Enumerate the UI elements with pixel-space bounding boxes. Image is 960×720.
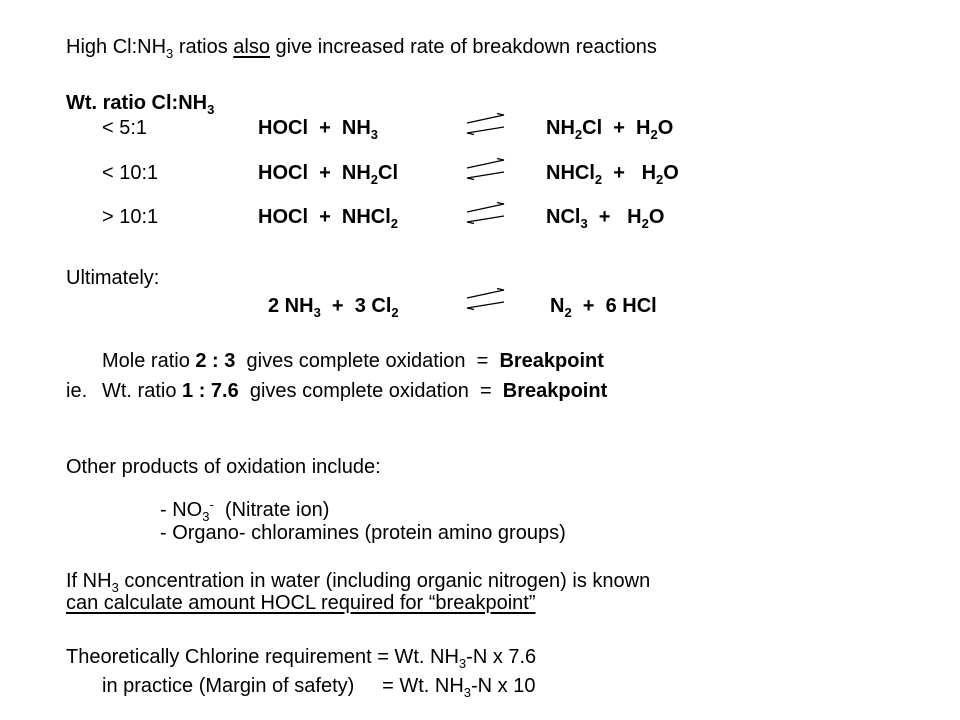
formula-text: O [657,117,674,139]
formula-subscript: 2 [370,172,379,187]
reaction-ratio: < 10:1 [102,162,159,184]
overall-reactants [268,294,399,318]
equilibrium-arrow-icon [464,157,508,181]
formula-text: Cl [378,162,399,184]
formula-subscript: 3 [313,305,321,320]
formula-subscript: 3 [370,127,379,142]
reaction-ratio: > 10:1 [102,206,159,228]
wt-ratio-line: Wt. ratio 1 : 7.6 gives complete oxidation = Breakpoint [102,380,608,402]
formula-text: NHCl [546,162,595,184]
theoretical-requirement-line: Theoretically Chlorine requirement = Wt. $NH_3-N$ x 7.6 [66,646,537,671]
mole-ratio-line: Mole ratio 2 : 3 gives complete oxidation = Breakpoint [102,350,604,372]
overall-products [550,294,657,318]
formula-subscript: 2 [391,305,399,320]
reaction-reactants [258,116,378,140]
formula-subscript: 2 [594,172,603,187]
formula-subscript: 2 [564,305,572,320]
reaction-products [546,205,664,229]
formula-text: + H [587,206,642,228]
formula-text: NH [546,117,575,139]
practice-requirement-line: in practice (Margin of safety) = Wt. $NH_3-N$ x 10 [102,675,536,700]
formula-text: N [550,295,565,317]
formula-text: 2 NH [268,295,314,317]
nh3-known-line: If $NH_3$ concentration in water (including organic nitrogen) is known [66,570,651,595]
formula-text: HOCl + NH [258,117,371,139]
formula-text: + 3 Cl [320,295,392,317]
organo-chloramines-item: - Organo- chloramines (protein amino groups) [160,522,566,544]
formula-text: O [663,162,679,184]
intro-line: High $Cl:NH_3$ ratios also give increased rate of breakdown reactions [66,36,657,61]
formula-text: + H [602,162,657,184]
formula-subscript: 2 [574,127,583,142]
equilibrium-arrow-icon [464,201,508,225]
reaction-products [546,161,679,185]
formula-text: + 6 HCl [571,295,657,317]
formula-subscript: 2 [656,172,664,187]
formula-subscript: 2 [641,216,649,231]
formula-text: NCl [546,206,581,228]
wt-ratio-prefix: ie. [66,380,88,402]
formula-subscript: 3 [580,216,588,231]
equilibrium-arrow-icon [464,287,508,311]
reaction-products [546,116,673,140]
formula-text: HOCl + NHCl [258,206,391,228]
reaction-reactants [258,205,398,229]
ultimately-label: Ultimately: [66,267,160,289]
nitrate-item: - $NO_3^-$ (Nitrate ion) [160,497,330,524]
calculate-hocl-line: can calculate amount HOCL required for “breakpoint” [66,592,536,614]
formula-subscript: 2 [390,216,399,231]
reaction-reactants [258,161,398,185]
formula-text: O [648,206,665,228]
formula-text: HOCl + NH [258,162,371,184]
formula-subscript: 2 [650,127,658,142]
reaction-ratio: < 5:1 [102,117,148,139]
equilibrium-arrow-icon [464,112,508,136]
other-products-heading: Other products of oxidation include: [66,456,381,478]
formula-text: Cl + H [582,117,651,139]
ratio-heading: Wt. ratio $Cl:NH_3$ [66,92,215,117]
